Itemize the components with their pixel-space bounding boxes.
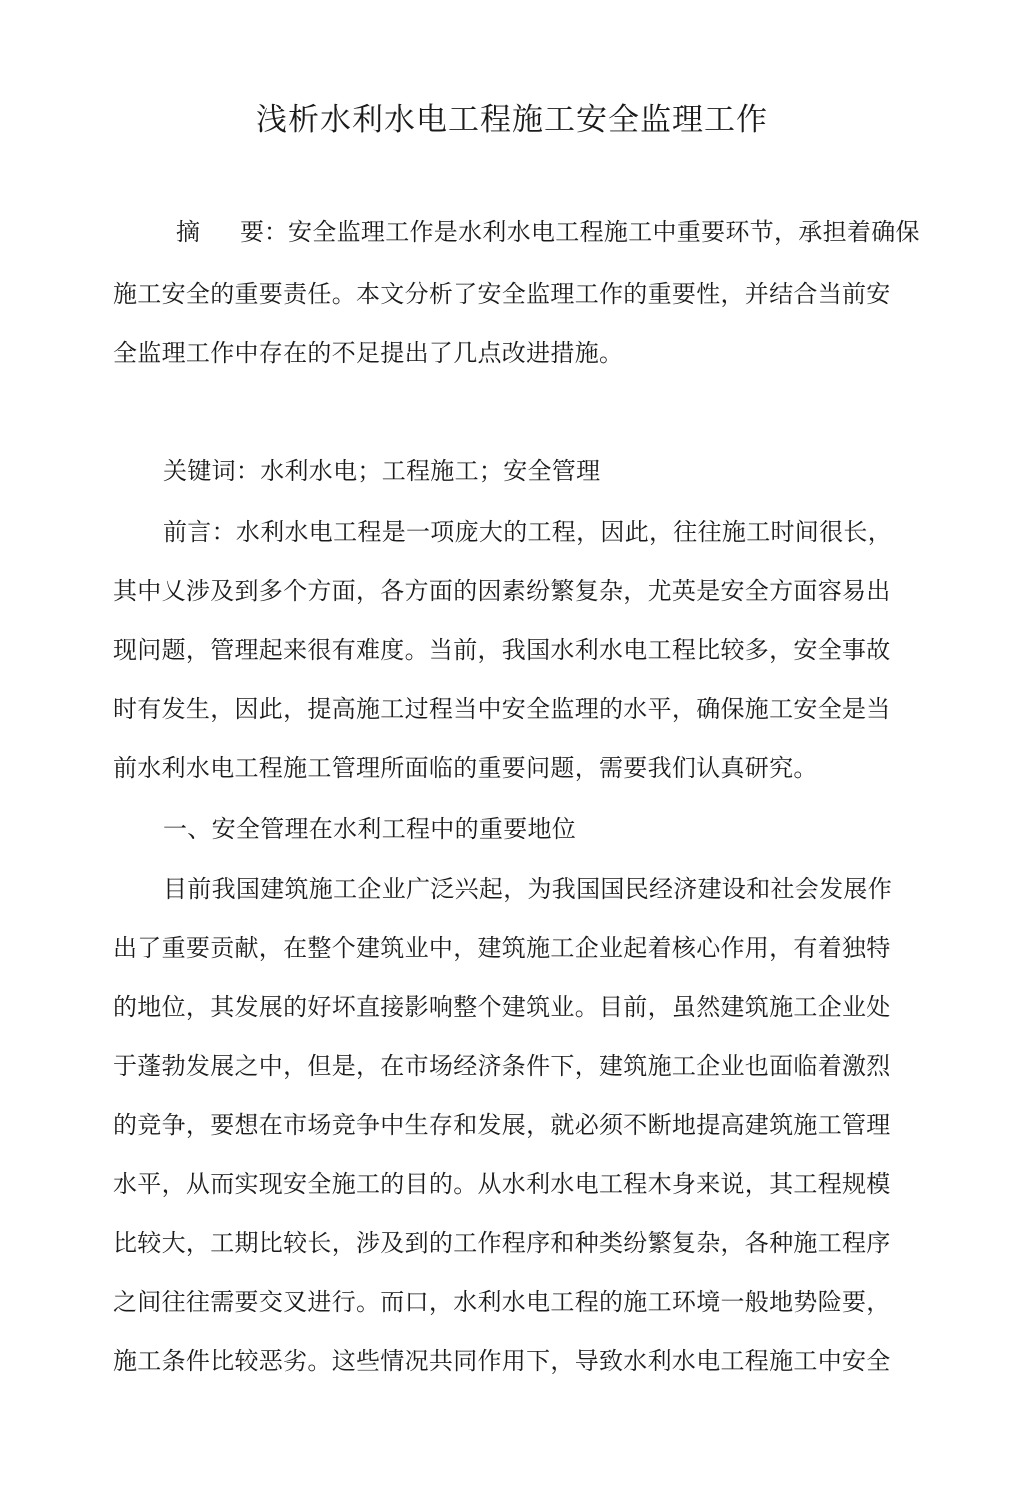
body-line: 施工条件比较恶劣。这些情况共同作用下，导致水利水电工程施工中安全 xyxy=(113,1347,891,1375)
keywords-line: 关键词：水利水电；工程施工；安全管理 xyxy=(163,457,601,485)
body-line: 于蓬勃发展之中，但是，在市场经济条件下，建筑施工企业也面临着激烈 xyxy=(113,1052,891,1080)
preface-line: 现问题，管理起来很有难度。当前，我国水利水电工程比较多，安全事故 xyxy=(113,636,891,664)
body-line: 之间往往需要交叉进行。而口，水利水电工程的施工环境一般地势险要， xyxy=(113,1288,891,1316)
body-line: 比较大，工期比较长，涉及到的工作程序和种类纷繁复杂，各种施工程序 xyxy=(113,1229,891,1257)
document-title: 浅析水利水电工程施工安全监理工作 xyxy=(256,102,768,138)
section-heading: 一、安全管理在水利工程中的重要地位 xyxy=(163,815,577,843)
abstract-line: 施工安全的重要责任。本文分析了安全监理工作的重要性，并结合当前安 xyxy=(113,280,891,308)
abstract-label-part2: 要： xyxy=(240,218,288,246)
abstract-label-part1: 摘 xyxy=(176,218,200,246)
body-line: 目前我国建筑施工企业广泛兴起，为我国国民经济建设和社会发展作 xyxy=(163,875,892,903)
abstract-line: 全监理工作中存在的不足提出了几点改进措施。 xyxy=(113,339,624,367)
body-line: 水平，从而实现安全施工的目的。从水利水电工程木身来说，其工程规模 xyxy=(113,1170,891,1198)
abstract-line: 安全监理工作是水利水电工程施工中重要环节，承担着确保 xyxy=(288,218,920,246)
body-line: 出了重要贡献，在整个建筑业中，建筑施工企业起着核心作用，有着独特 xyxy=(113,934,891,962)
preface-line: 前水利水电工程施工管理所面临的重要问题，需要我们认真研究。 xyxy=(113,754,818,782)
body-line: 的竞争，要想在市场竞争中生存和发展，就必须不断地提高建筑施工管理 xyxy=(113,1111,891,1139)
preface-line: 时有发生，因此，提高施工过程当中安全监理的水平，确保施工安全是当 xyxy=(113,695,891,723)
preface-line: 其中乂涉及到多个方面，各方面的因素纷繁复杂，尤英是安全方面容易出 xyxy=(113,577,891,605)
preface-line: 前言：水利水电工程是一项庞大的工程，因此，往往施工时间很长， xyxy=(163,518,892,546)
abstract-label xyxy=(176,214,288,250)
body-line: 的地位，其发展的好坏直接影响整个建筑业。目前，虽然建筑施工企业处 xyxy=(113,993,891,1021)
